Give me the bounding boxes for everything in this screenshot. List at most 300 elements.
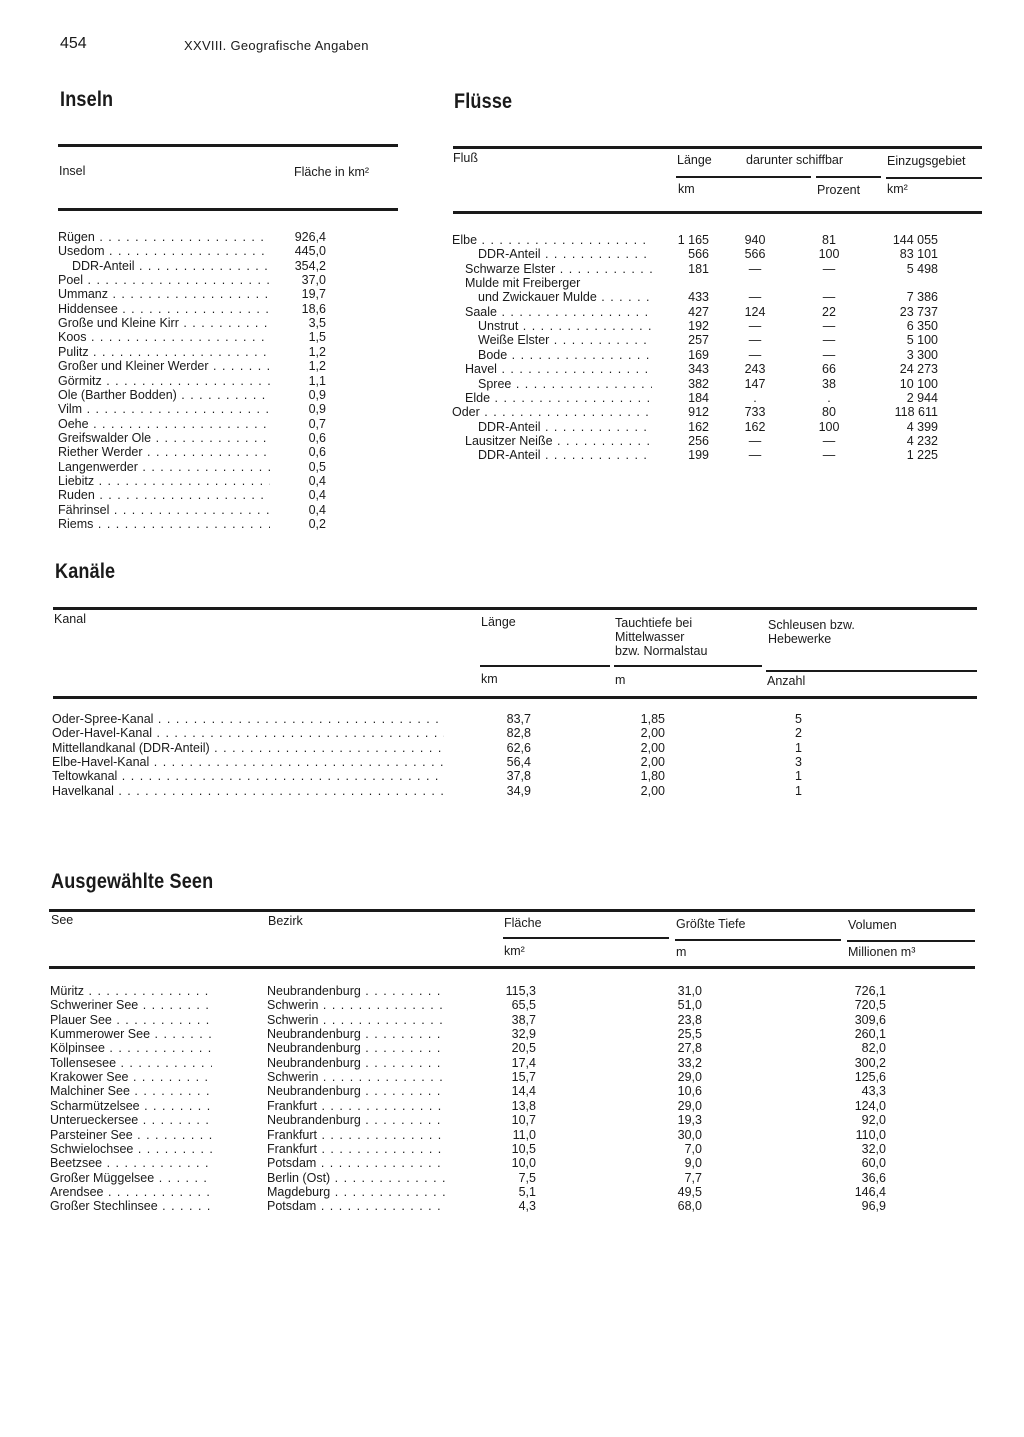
lake-district: Neubrandenburg . . . <box>267 1056 447 1070</box>
river-name: Elbe . . . <box>452 233 652 247</box>
river-navigable: 162 <box>744 419 766 434</box>
river-name: Unstrut . . . <box>478 319 652 333</box>
lake-name: Großer Müggelsee . . . <box>50 1171 212 1185</box>
river-basin: 144 055 <box>892 233 938 247</box>
river-basin: 4 232 <box>906 433 938 448</box>
lake-row <box>50 1128 975 1142</box>
island-area: 0,6 <box>308 445 326 460</box>
river-basin: 83 101 <box>899 247 938 262</box>
island-name: Görmitz . . . <box>58 374 270 388</box>
lake-row <box>50 1142 975 1156</box>
river-navigable-percent: — <box>822 261 836 276</box>
island-name: Poel . . . <box>58 273 270 287</box>
river-row <box>452 305 982 319</box>
canals-header-name: Kanal <box>54 612 86 626</box>
river-basin: 4 399 <box>906 419 938 434</box>
island-area: 0,4 <box>308 473 326 488</box>
island-area: 926,4 <box>294 230 326 244</box>
canals-header-locks-1: Schleusen bzw. <box>768 618 855 632</box>
river-row <box>452 247 982 261</box>
canal-depth: 2,00 <box>640 783 665 798</box>
river-name: Bode . . . <box>478 348 652 362</box>
river-name: DDR-Anteil . . . <box>478 448 652 462</box>
lake-district: Schwerin . . . <box>267 998 447 1012</box>
river-length: 566 <box>688 247 709 262</box>
river-name: Saale . . . <box>465 305 652 319</box>
lake-district: Neubrandenburg . . . <box>267 1041 447 1055</box>
river-name: DDR-Anteil . . . <box>478 420 652 434</box>
river-name: Oder . . . <box>452 405 652 419</box>
lakes-header-rule <box>49 966 975 969</box>
lake-district: Potsdam . . . <box>267 1199 447 1213</box>
rivers-percent-subrule <box>816 176 881 178</box>
canal-locks: 1 <box>795 783 802 798</box>
lakes-area-subrule <box>503 937 669 939</box>
rivers-top-rule <box>453 146 982 149</box>
islands-title: Inseln <box>60 88 114 111</box>
canals-length-subrule <box>480 665 610 667</box>
river-length: 433 <box>688 290 709 305</box>
lakes-unit-m: m <box>676 945 687 959</box>
river-row <box>452 348 982 362</box>
canal-length: 56,4 <box>506 755 531 770</box>
canal-name: Oder-Havel-Kanal . . . <box>52 726 444 740</box>
lake-depth: 25,5 <box>677 1027 702 1042</box>
lake-area: 10,0 <box>511 1156 536 1171</box>
island-area: 1,2 <box>308 359 326 374</box>
lake-name: Tollensesee . . . <box>50 1056 212 1070</box>
island-name: DDR-Anteil . . . <box>72 259 270 273</box>
lake-depth: 27,8 <box>677 1041 702 1056</box>
lakes-header-district: Bezirk <box>268 914 303 928</box>
lake-district: Neubrandenburg . . . <box>267 1113 447 1127</box>
lake-name: Kölpinsee . . . <box>50 1041 212 1055</box>
lake-depth: 29,0 <box>677 1070 702 1085</box>
river-basin: 2 944 <box>906 390 938 405</box>
island-name: Oehe . . . <box>58 417 270 431</box>
lake-district: Schwerin . . . <box>267 1070 447 1084</box>
lake-volume: 32,0 <box>861 1141 886 1156</box>
island-row <box>58 402 398 416</box>
lake-area: 115,3 <box>505 984 536 998</box>
lake-name: Beetzsee . . . <box>50 1156 212 1170</box>
river-name: Havel . . . <box>465 362 652 376</box>
canal-name: Oder-Spree-Kanal . . . <box>52 712 444 726</box>
lake-area: 38,7 <box>511 1012 536 1027</box>
lake-name: Schweriner See . . . <box>50 998 212 1012</box>
island-row <box>58 503 398 517</box>
river-length: 257 <box>688 333 709 348</box>
island-row <box>58 359 398 373</box>
canal-locks: 3 <box>795 755 802 770</box>
island-row <box>58 388 398 402</box>
island-name: Greifswalder Ole . . . <box>58 431 270 445</box>
river-navigable: — <box>748 347 762 362</box>
river-navigable: 940 <box>744 233 766 247</box>
lake-name: Scharmützelsee . . . <box>50 1099 212 1113</box>
river-length: 199 <box>688 448 709 463</box>
canal-locks: 1 <box>795 769 802 784</box>
river-navigable: 733 <box>744 405 766 420</box>
rivers-unit-km2: km² <box>887 182 908 196</box>
canals-title: Kanäle <box>55 560 116 583</box>
island-name: Hiddensee . . . <box>58 302 270 316</box>
lake-area: 32,9 <box>511 1027 536 1042</box>
island-name: Usedom . . . <box>58 244 270 258</box>
lake-row <box>50 1099 975 1113</box>
canals-unit-m: m <box>615 673 626 687</box>
lake-district: Neubrandenburg . . . <box>267 1027 447 1041</box>
lake-name: Schwielochsee . . . <box>50 1142 212 1156</box>
lakes-header-depth: Größte Tiefe <box>676 917 746 931</box>
lake-depth: 31,0 <box>677 984 702 998</box>
river-row <box>452 233 982 247</box>
island-row <box>58 316 398 330</box>
canals-header-length: Länge <box>481 615 516 629</box>
river-navigable-percent: 100 <box>818 419 840 434</box>
river-basin: 7 386 <box>906 290 938 305</box>
island-area: 0,9 <box>308 402 326 417</box>
islands-top-rule <box>58 144 398 147</box>
river-basin: 118 611 <box>894 405 938 420</box>
island-row <box>58 417 398 431</box>
lake-area: 10,7 <box>511 1113 536 1128</box>
lake-district: Neubrandenburg . . . <box>267 984 447 998</box>
island-row <box>58 259 398 273</box>
river-navigable: 124 <box>744 304 766 319</box>
island-area: 37,0 <box>301 273 326 288</box>
lake-volume: 720,5 <box>854 998 886 1013</box>
lake-district: Frankfurt . . . <box>267 1142 447 1156</box>
river-navigable: — <box>748 333 762 348</box>
river-row <box>452 276 982 290</box>
lake-row <box>50 998 975 1012</box>
island-row <box>58 445 398 459</box>
island-area: 1,5 <box>308 330 326 345</box>
island-row <box>58 230 398 244</box>
island-name: Ole (Barther Bodden) . . . <box>58 388 270 402</box>
lake-row <box>50 1199 975 1213</box>
canals-header-depth-3: bzw. Normalstau <box>615 644 708 658</box>
canal-length: 37,8 <box>506 769 531 784</box>
lake-row <box>50 984 975 998</box>
river-navigable-percent: — <box>822 333 836 348</box>
river-basin: 3 300 <box>906 347 938 362</box>
river-name: Lausitzer Neiße . . . <box>465 434 652 448</box>
lakes-title: Ausgewählte Seen <box>51 870 214 893</box>
island-name: Langenwerder . . . <box>58 460 270 474</box>
river-row <box>452 420 982 434</box>
river-row <box>452 333 982 347</box>
island-area: 19,7 <box>301 287 326 302</box>
river-length: 1 165 <box>677 233 709 247</box>
river-length: 169 <box>688 347 709 362</box>
river-name: Schwarze Elster . . . <box>465 262 652 276</box>
lakes-unit-mio-m3: Millionen m³ <box>848 945 916 959</box>
island-row <box>58 273 398 287</box>
island-row <box>58 460 398 474</box>
lake-area: 11,0 <box>512 1127 536 1142</box>
canal-locks: 2 <box>795 726 802 741</box>
canal-depth: 1,80 <box>640 769 665 784</box>
canal-length: 83,7 <box>506 712 531 726</box>
rivers-header-name: Fluß <box>453 151 478 165</box>
island-name: Fährinsel . . . <box>58 503 270 517</box>
lake-depth: 33,2 <box>677 1055 702 1070</box>
lake-volume: 146,4 <box>854 1184 886 1199</box>
river-row <box>452 391 982 405</box>
lake-volume: 110,0 <box>855 1127 886 1142</box>
island-name: Pulitz . . . <box>58 345 270 359</box>
lake-area: 5,1 <box>518 1184 536 1199</box>
island-area: 0,9 <box>308 387 326 402</box>
island-row <box>58 431 398 445</box>
islands-header-area: Fläche in km² <box>294 165 370 179</box>
island-name: Koos . . . <box>58 330 270 344</box>
lake-name: Großer Stechlinsee . . . <box>50 1199 212 1213</box>
island-area: 0,2 <box>308 517 326 531</box>
island-name: Große und Kleine Kirr . . . <box>58 316 270 330</box>
lake-depth: 29,0 <box>677 1098 702 1113</box>
river-row <box>452 448 982 462</box>
river-navigable: — <box>748 261 762 276</box>
lake-area: 17,4 <box>511 1055 536 1070</box>
canals-unit-km: km <box>481 672 498 686</box>
lakes-unit-km2: km² <box>504 944 525 958</box>
river-row <box>452 362 982 376</box>
island-area: 3,5 <box>308 316 326 331</box>
lake-name: Plauer See . . . <box>50 1013 212 1027</box>
canals-unit-count: Anzahl <box>767 674 806 688</box>
island-name: Rügen . . . <box>58 230 270 244</box>
river-navigable-percent: — <box>822 319 836 334</box>
lakes-volume-subrule <box>847 940 975 942</box>
lake-name: Parsteiner See . . . <box>50 1128 212 1142</box>
river-navigable: . <box>753 390 757 405</box>
page-number: 454 <box>60 35 87 52</box>
lake-district: Potsdam . . . <box>267 1156 447 1170</box>
river-basin: 1 225 <box>906 448 938 463</box>
islands-header-name: Insel <box>59 164 86 178</box>
running-head: XXVIII. Geografische Angaben <box>184 38 369 53</box>
island-row <box>58 517 398 531</box>
lake-row <box>50 1041 975 1055</box>
river-length: 912 <box>688 405 709 420</box>
river-navigable-percent: 66 <box>822 362 836 377</box>
river-navigable: 243 <box>744 362 766 377</box>
island-area: 445,0 <box>294 244 326 259</box>
canal-row <box>52 712 976 726</box>
river-navigable-percent: 100 <box>818 247 840 262</box>
river-length: 256 <box>688 433 709 448</box>
canal-length: 62,6 <box>506 740 531 755</box>
island-area: 1,2 <box>308 344 326 359</box>
lake-name: Unterueckersee . . . <box>50 1113 212 1127</box>
river-name: Weiße Elster . . . <box>478 333 652 347</box>
island-area: 0,4 <box>308 502 326 517</box>
island-area: 0,4 <box>308 488 326 503</box>
canals-header-locks-2: Hebewerke <box>768 632 832 646</box>
lake-area: 4,3 <box>518 1199 536 1214</box>
river-basin: 10 100 <box>899 376 938 391</box>
river-basin: 5 100 <box>906 333 938 348</box>
canals-top-rule <box>53 607 977 610</box>
canal-name: Havelkanal . . . <box>52 784 444 798</box>
lakes-depth-subrule <box>675 939 841 941</box>
lake-row <box>50 1156 975 1170</box>
river-navigable-percent: — <box>822 433 836 448</box>
lake-depth: 23,8 <box>677 1012 702 1027</box>
lake-district: Frankfurt . . . <box>267 1099 447 1113</box>
canal-name: Elbe-Havel-Kanal . . . <box>52 755 444 769</box>
canal-depth: 1,85 <box>640 712 665 726</box>
river-name: Mulde mit Freiberger <box>465 276 581 291</box>
canal-row <box>52 784 976 798</box>
island-name: Ruden . . . <box>58 488 270 502</box>
lake-area: 7,5 <box>518 1170 536 1185</box>
river-row <box>452 434 982 448</box>
river-name: DDR-Anteil . . . <box>478 247 652 261</box>
canal-name: Mittellandkanal (DDR-Anteil) . . . <box>52 741 444 755</box>
lake-volume: 43,3 <box>861 1084 886 1099</box>
river-basin: 5 498 <box>906 261 938 276</box>
river-row <box>452 290 982 304</box>
island-row <box>58 374 398 388</box>
lake-name: Kummerower See . . . <box>50 1027 212 1041</box>
rivers-length-subrule <box>676 176 811 178</box>
lake-volume: 124,0 <box>854 1098 886 1113</box>
island-row <box>58 345 398 359</box>
lakes-header-area: Fläche <box>504 916 542 930</box>
rivers-header-navigable: darunter schiffbar <box>746 153 844 167</box>
lake-district: Schwerin . . . <box>267 1013 447 1027</box>
rivers-basin-subrule <box>886 177 982 179</box>
river-navigable-percent: . <box>827 390 831 405</box>
canal-row <box>52 755 976 769</box>
canal-name: Teltowkanal . . . <box>52 769 444 783</box>
rivers-header-rule <box>453 211 982 214</box>
islands-header-rule <box>58 208 398 211</box>
river-navigable: 147 <box>744 376 766 391</box>
lake-district: Magdeburg . . . <box>267 1185 447 1199</box>
island-name: Riems . . . <box>58 517 270 531</box>
river-navigable: 566 <box>744 247 766 262</box>
island-area: 18,6 <box>301 301 326 316</box>
lake-volume: 260,1 <box>854 1027 886 1042</box>
river-navigable: — <box>748 319 762 334</box>
canal-depth: 2,00 <box>640 726 665 741</box>
lake-district: Berlin (Ost) . . . <box>267 1171 447 1185</box>
island-row <box>58 474 398 488</box>
lake-volume: 125,6 <box>854 1070 886 1085</box>
canals-depth-subrule <box>614 665 762 667</box>
river-row <box>452 319 982 333</box>
lake-row <box>50 1027 975 1041</box>
river-basin: 24 273 <box>899 362 938 377</box>
river-row <box>452 262 982 276</box>
canal-row <box>52 769 976 783</box>
lake-name: Müritz . . . <box>50 984 212 998</box>
canals-header-depth-2: Mittelwasser <box>615 630 685 644</box>
lake-depth: 68,0 <box>677 1199 702 1214</box>
lakes-top-rule <box>49 909 975 912</box>
canal-row <box>52 726 976 740</box>
lake-area: 13,8 <box>511 1098 536 1113</box>
river-name: Spree . . . <box>478 377 652 391</box>
river-basin: 23 737 <box>899 304 938 319</box>
canal-length: 34,9 <box>506 783 531 798</box>
island-area: 0,7 <box>308 416 326 431</box>
lake-row <box>50 1056 975 1070</box>
river-length: 181 <box>688 261 709 276</box>
lake-depth: 9,0 <box>684 1156 702 1171</box>
canals-locks-subrule <box>766 670 977 672</box>
lake-row <box>50 1113 975 1127</box>
lake-area: 15,7 <box>511 1070 536 1085</box>
lake-depth: 7,0 <box>684 1141 702 1156</box>
lake-name: Malchiner See . . . <box>50 1084 212 1098</box>
lake-area: 65,5 <box>511 998 536 1013</box>
canal-length: 82,8 <box>506 726 531 741</box>
canal-depth: 2,00 <box>640 740 665 755</box>
lake-volume: 300,2 <box>854 1055 886 1070</box>
island-area: 1,1 <box>308 373 326 388</box>
lake-row <box>50 1070 975 1084</box>
island-row <box>58 488 398 502</box>
island-area: 0,5 <box>308 459 326 474</box>
canals-header-depth-1: Tauchtiefe bei <box>615 616 693 630</box>
river-basin: 6 350 <box>906 319 938 334</box>
island-name: Vilm . . . <box>58 402 270 416</box>
island-name: Riether Werder . . . <box>58 445 270 459</box>
river-length: 382 <box>688 376 709 391</box>
river-row <box>452 377 982 391</box>
lakes-header-volume: Volumen <box>848 918 897 932</box>
island-name: Liebitz . . . <box>58 474 270 488</box>
river-length: 192 <box>688 319 709 334</box>
river-length: 162 <box>688 419 709 434</box>
canal-row <box>52 741 976 755</box>
canal-locks: 5 <box>795 712 802 726</box>
river-name: Elde . . . <box>465 391 652 405</box>
river-navigable-percent: 81 <box>822 233 836 247</box>
lake-name: Krakower See . . . <box>50 1070 212 1084</box>
lake-depth: 19,3 <box>677 1113 702 1128</box>
river-length: 343 <box>688 362 709 377</box>
lake-volume: 60,0 <box>861 1156 886 1171</box>
river-navigable: — <box>748 448 762 463</box>
lake-volume: 92,0 <box>861 1113 886 1128</box>
lake-district: Frankfurt . . . <box>267 1128 447 1142</box>
lake-row <box>50 1084 975 1098</box>
island-name: Großer und Kleiner Werder . . . <box>58 359 270 373</box>
lake-area: 10,5 <box>511 1141 536 1156</box>
island-area: 0,6 <box>308 430 326 445</box>
river-navigable: — <box>748 290 762 305</box>
river-navigable-percent: 22 <box>822 304 836 319</box>
lake-depth: 7,7 <box>684 1170 702 1185</box>
lake-row <box>50 1013 975 1027</box>
river-length: 427 <box>688 304 709 319</box>
river-navigable-percent: 38 <box>822 376 836 391</box>
lake-row <box>50 1171 975 1185</box>
island-row <box>58 330 398 344</box>
island-row <box>58 287 398 301</box>
lake-volume: 82,0 <box>861 1041 886 1056</box>
river-navigable-percent: — <box>822 347 836 362</box>
lake-area: 14,4 <box>511 1084 536 1099</box>
canal-depth: 2,00 <box>640 755 665 770</box>
